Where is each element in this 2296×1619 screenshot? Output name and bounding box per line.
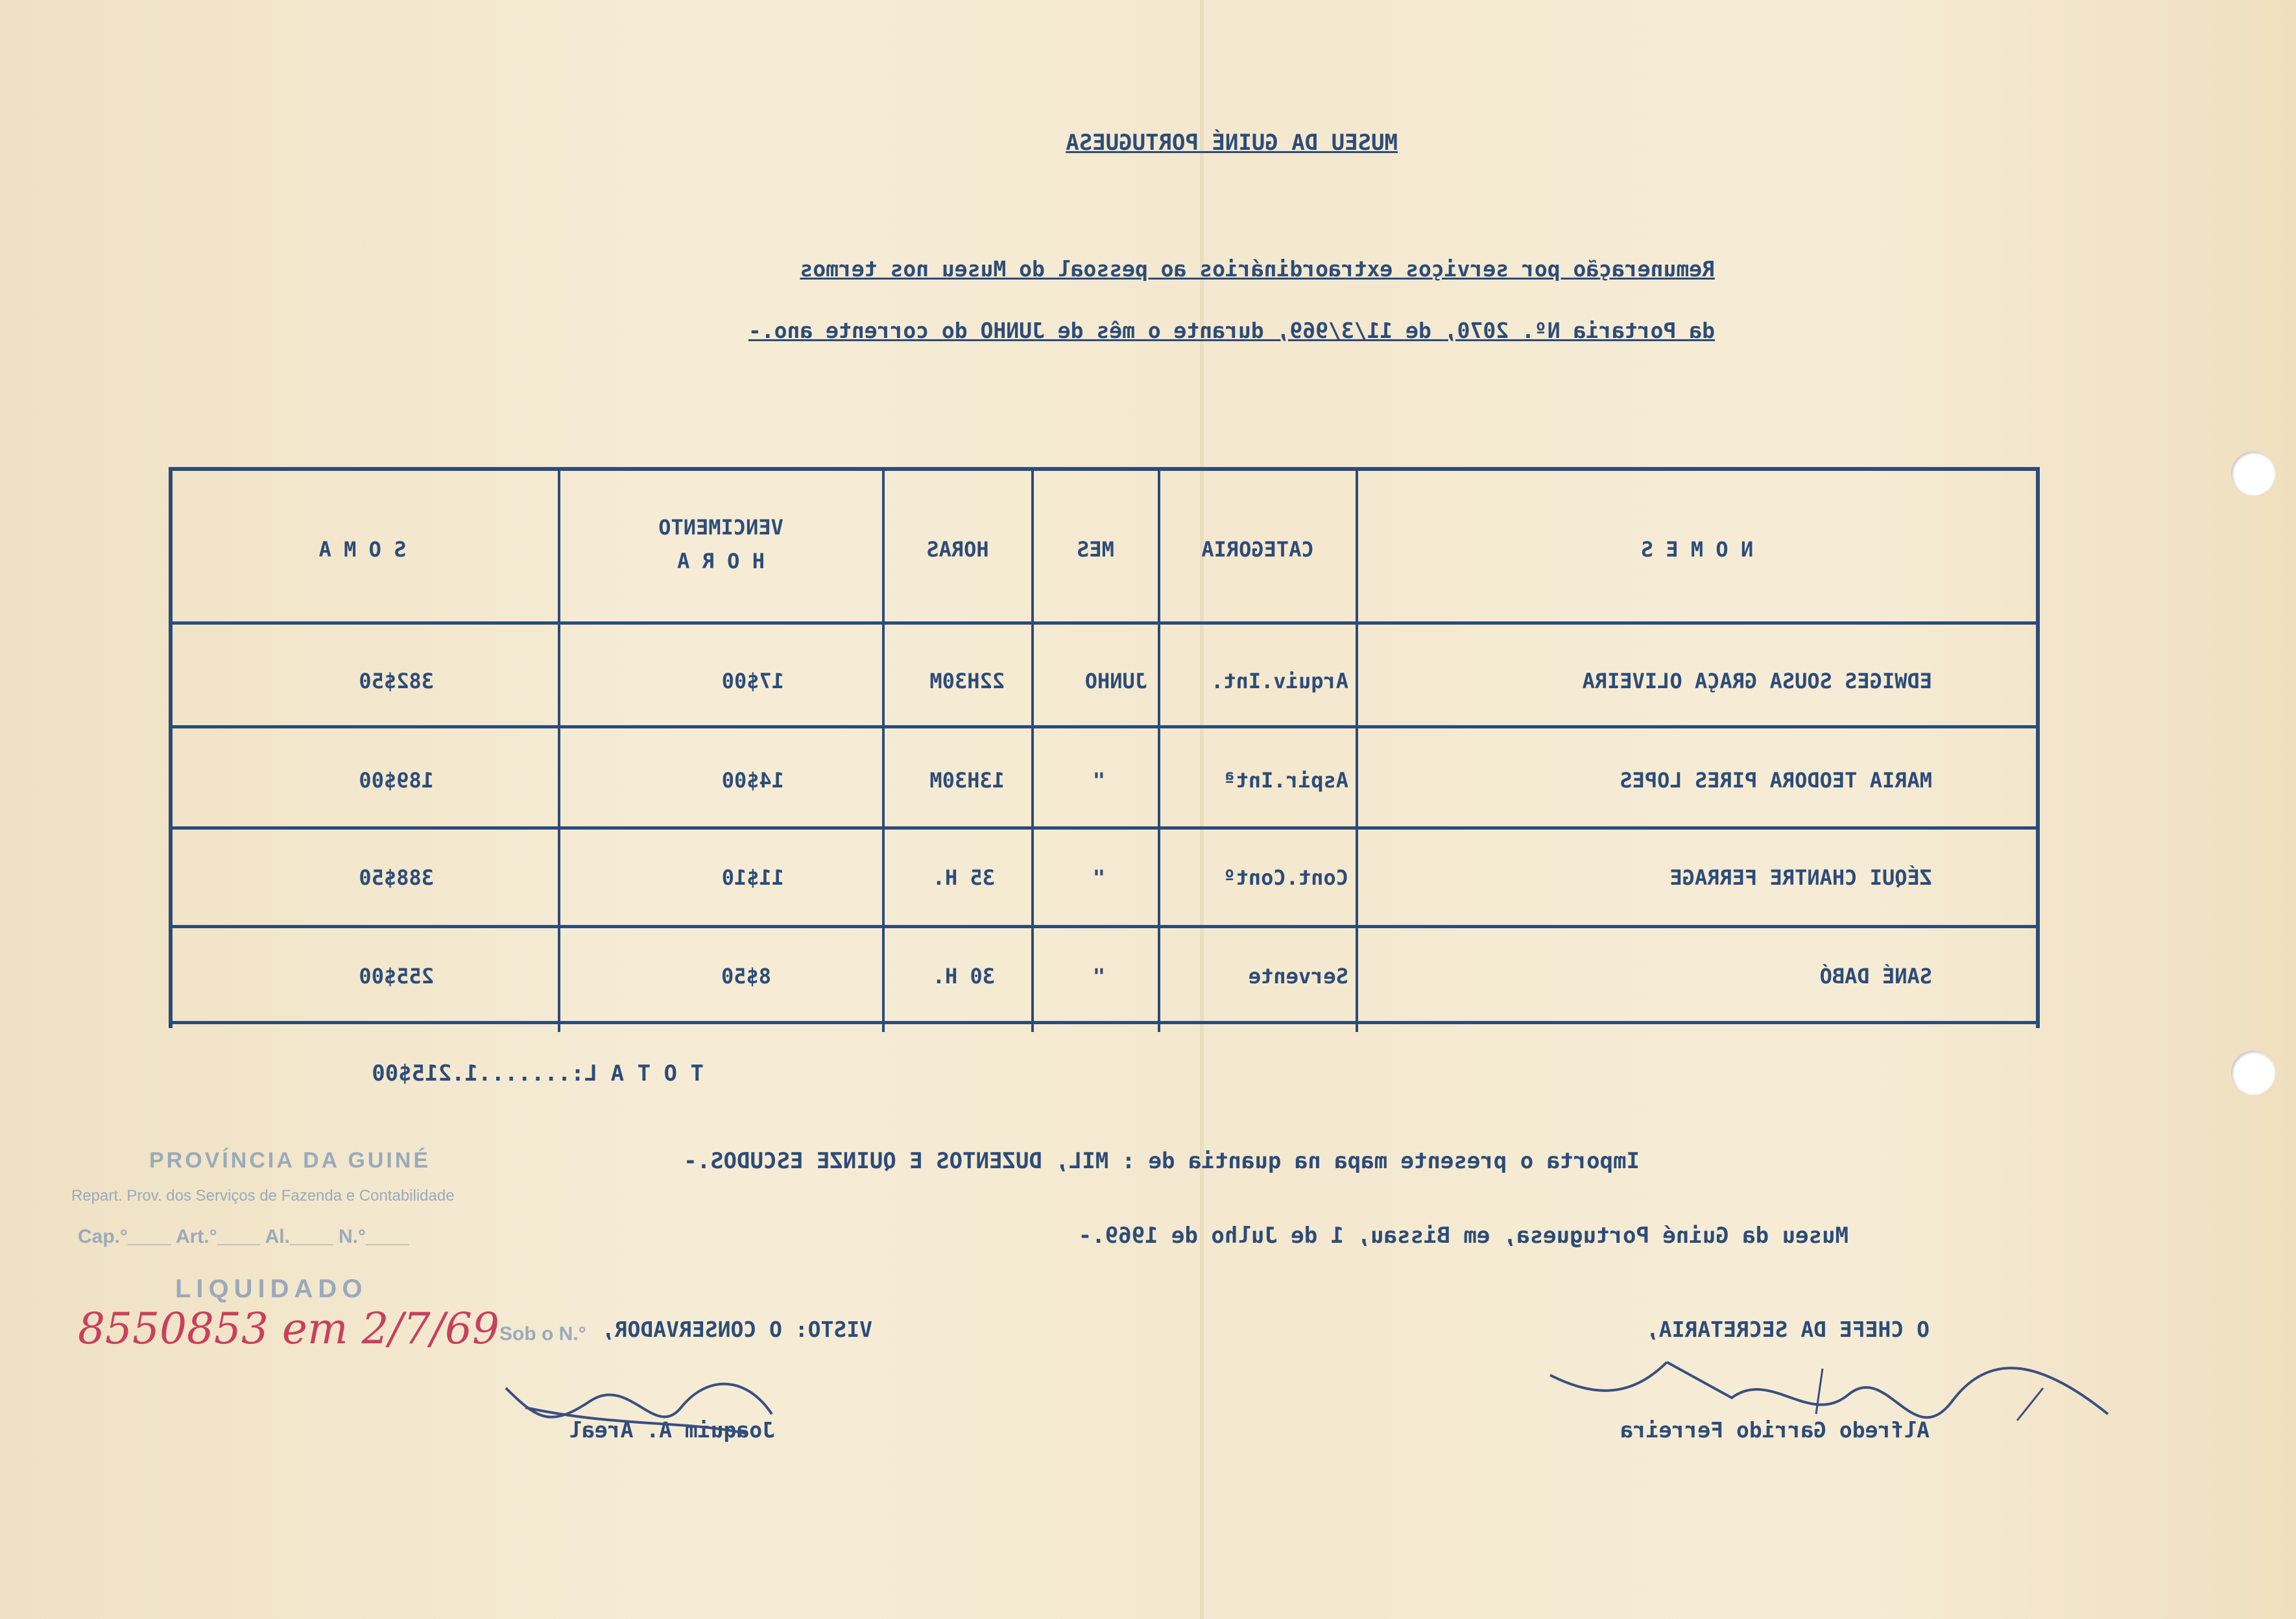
- conservador-name: Joaquim A. Areal: [569, 1417, 775, 1443]
- stamp-province: PROVÍNCIA DA GUINÉ: [149, 1148, 431, 1173]
- total-line: T O T A L:.......1.215$00: [372, 1061, 704, 1086]
- stamp-liquidado: LIQUIDADO: [175, 1275, 368, 1303]
- table-bottom-line: [173, 1021, 2036, 1024]
- cell-soma: 255$00: [359, 964, 434, 989]
- cell-horas: 22H30M: [929, 669, 1005, 693]
- document-title: MUSEU DA GUINÉ PORTUGUESA: [1066, 130, 1398, 156]
- cell-mes: JUNHO: [1084, 669, 1147, 693]
- cell-vencimento: 8$50: [721, 964, 771, 989]
- cell-mes: ": [1092, 964, 1105, 989]
- cell-soma: 382$50: [359, 669, 434, 693]
- cell-horas: 30 H.: [932, 964, 995, 989]
- row-separator: [173, 925, 2036, 928]
- remuneration-table: [169, 467, 2040, 1028]
- signature-chefe: [1537, 1323, 2121, 1453]
- header-separator: [173, 621, 2036, 625]
- cell-horas: 13H30M: [929, 768, 1005, 793]
- cell-horas: 35 H.: [932, 865, 995, 890]
- header-horas: HORAS: [926, 537, 989, 562]
- row-separator: [173, 725, 2036, 728]
- handwritten-registration: 8550853 em 2/7/69: [78, 1304, 499, 1354]
- cell-mes: ": [1092, 865, 1105, 890]
- header-mes: MES: [1077, 537, 1114, 562]
- cell-categoria: Arquiv.Int.: [1211, 669, 1348, 693]
- header-vencimento: VENCIMENTO: [658, 515, 783, 540]
- cell-categoria: Cont.Contº: [1223, 865, 1348, 890]
- signature-conservador: [493, 1336, 785, 1453]
- cell-categoria: Aspir.Intª: [1223, 768, 1348, 793]
- cell-categoria: Servente: [1248, 964, 1348, 989]
- place-and-date: Museu da Guiné Portuguesa, em Bissau, 1 de Julho de 1969.-: [1078, 1223, 1848, 1249]
- cell-nome: ZÉQUI CHANTRE FERRAGE: [1669, 865, 1932, 890]
- cell-soma: 189$00: [359, 768, 434, 793]
- chefe-title: O CHEFE DA SECRETARIA,: [1645, 1317, 1930, 1342]
- row-separator: [173, 826, 2036, 830]
- cell-vencimento: 11$10: [721, 865, 784, 890]
- cell-vencimento: 14$00: [721, 768, 784, 793]
- amount-in-words: Importa o presente mapa na quantia de : MIL, DUZENTOS E QUINZE ESCUDOS.-: [684, 1148, 1640, 1174]
- cell-vencimento: 17$00: [721, 669, 784, 693]
- cell-nome: SANÉ DABÓ: [1819, 964, 1932, 989]
- cell-nome: MARIA TEODORA PIRES LOPES: [1620, 768, 1932, 793]
- stamp-fields: Cap.°____ Art.°____ Al.____ N.°____: [78, 1226, 409, 1247]
- header-vencimento-hora: H O R A: [677, 549, 765, 573]
- header-soma: S O M A: [318, 537, 407, 562]
- chefe-name: Alfredo Garrido Ferreira: [1620, 1417, 1930, 1443]
- subtitle-line-1: Remuneração por serviços extraordinários ao pessoal do Museu nos termos: [800, 256, 1715, 282]
- header-nomes: N O M E S: [1640, 537, 1754, 562]
- subtitle-line-2: da Portaria Nº. 2070, de 11/3/969, durante o mês de JUNHO do corrente ano.-: [748, 318, 1715, 343]
- stamp-department: Repart. Prov. dos Serviços de Fazenda e Contabilidade: [71, 1187, 455, 1205]
- cell-mes: ": [1092, 768, 1105, 793]
- visto-title: VISTO: O CONSERVADOR,: [601, 1317, 872, 1342]
- header-categoria: CATEGORIA: [1201, 537, 1314, 562]
- cell-soma: 388$50: [359, 865, 434, 890]
- cell-nome: EDWIGES SOUSA GRAÇA OLIVEIRA: [1582, 669, 1932, 693]
- stamp-sob-numero: Sob o N.°: [499, 1323, 586, 1345]
